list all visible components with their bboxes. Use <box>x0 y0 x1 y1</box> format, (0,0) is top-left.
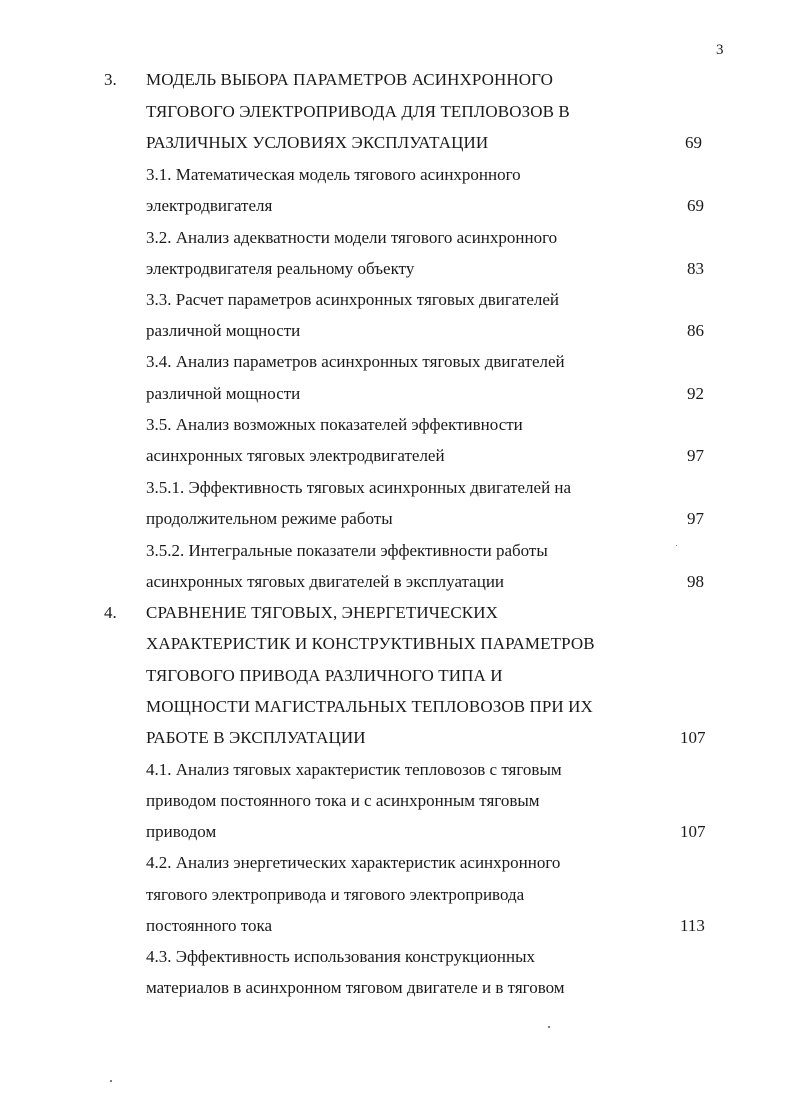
section-title-line: тягового электропривода и тягового электропривода <box>146 885 525 904</box>
section-title-line: 4.1. Анализ тяговых характеристик тепловозов с тяговым <box>146 760 562 779</box>
section-title-line: электродвигателя реальному объекту <box>146 259 415 278</box>
chapter-title-line: СРАВНЕНИЕ ТЯГОВЫХ, ЭНЕРГЕТИЧЕСКИХ <box>146 603 498 622</box>
chapter-title-line: ТЯГОВОГО ПРИВОДА РАЗЛИЧНОГО ТИПА И <box>146 666 503 685</box>
page-ref: 92 <box>687 384 704 403</box>
section-title-line: различной мощности <box>146 384 301 403</box>
page-ref: 69 <box>687 196 704 215</box>
chapter-title-line: ТЯГОВОГО ЭЛЕКТРОПРИВОДА ДЛЯ ТЕПЛОВОЗОВ В <box>146 102 570 121</box>
page-ref: 83 <box>687 259 704 278</box>
chapter-title-line: ХАРАКТЕРИСТИК И КОНСТРУКТИВНЫХ ПАРАМЕТРОВ <box>146 634 595 653</box>
page-ref: 113 <box>680 916 705 935</box>
section-title-line: 3.1. Математическая модель тягового асинхронного <box>146 165 521 184</box>
page-number: 3 <box>716 42 724 58</box>
chapter-title-line: МОДЕЛЬ ВЫБОРА ПАРАМЕТРОВ АСИНХРОННОГО <box>146 70 554 89</box>
chapter-title-line: МОЩНОСТИ МАГИСТРАЛЬНЫХ ТЕПЛОВОЗОВ ПРИ ИХ <box>146 697 593 716</box>
section-title-line: различной мощности <box>146 321 301 340</box>
chapter-title-line: РАБОТЕ В ЭКСПЛУАТАЦИИ <box>146 728 366 747</box>
section-title-line: асинхронных тяговых электродвигателей <box>146 446 445 465</box>
page-ref: 97 <box>687 446 704 465</box>
section-title-line: 4.2. Анализ энергетических характеристик асинхронного <box>146 853 561 872</box>
section-title-line: продолжительном режиме работы <box>146 509 393 528</box>
section-title-line: 3.5.2. Интегральные показатели эффективности работы <box>146 541 548 560</box>
chapter-title-line: РАЗЛИЧНЫХ УСЛОВИЯХ ЭКСПЛУАТАЦИИ <box>146 133 489 152</box>
section-title-line: приводом <box>146 822 217 841</box>
chapter-number: 4. <box>104 603 117 622</box>
section-title-line: 4.3. Эффективность использования конструкционных <box>146 947 536 966</box>
page-ref: 107 <box>680 822 706 841</box>
page-ref: 69 <box>685 133 702 152</box>
section-title-line: асинхронных тяговых двигателей в эксплуатации <box>146 572 505 591</box>
page-ref: 86 <box>687 321 704 340</box>
section-title-line: электродвигателя <box>146 196 273 215</box>
section-title-line: постоянного тока <box>146 916 273 935</box>
page-ref: 97 <box>687 509 704 528</box>
section-title-line: 3.4. Анализ параметров асинхронных тяговых двигателей <box>146 352 565 371</box>
scan-speck <box>676 545 677 546</box>
section-title-line: 3.5.1. Эффективность тяговых асинхронных двигателей на <box>146 478 572 497</box>
section-title-line: 3.3. Расчет параметров асинхронных тяговых двигателей <box>146 290 560 309</box>
scan-speck <box>548 1026 550 1028</box>
section-title-line: 3.5. Анализ возможных показателей эффективности <box>146 415 523 434</box>
page-ref: 98 <box>687 572 704 591</box>
page-ref: 107 <box>680 728 706 747</box>
chapter-number: 3. <box>104 70 117 89</box>
section-title-line: приводом постоянного тока и с асинхронным тяговым <box>146 791 540 810</box>
scan-speck <box>110 1080 112 1082</box>
section-title-line: материалов в асинхронном тяговом двигателе и в тяговом <box>146 978 565 997</box>
section-title-line: 3.2. Анализ адекватности модели тягового асинхронного <box>146 228 558 247</box>
